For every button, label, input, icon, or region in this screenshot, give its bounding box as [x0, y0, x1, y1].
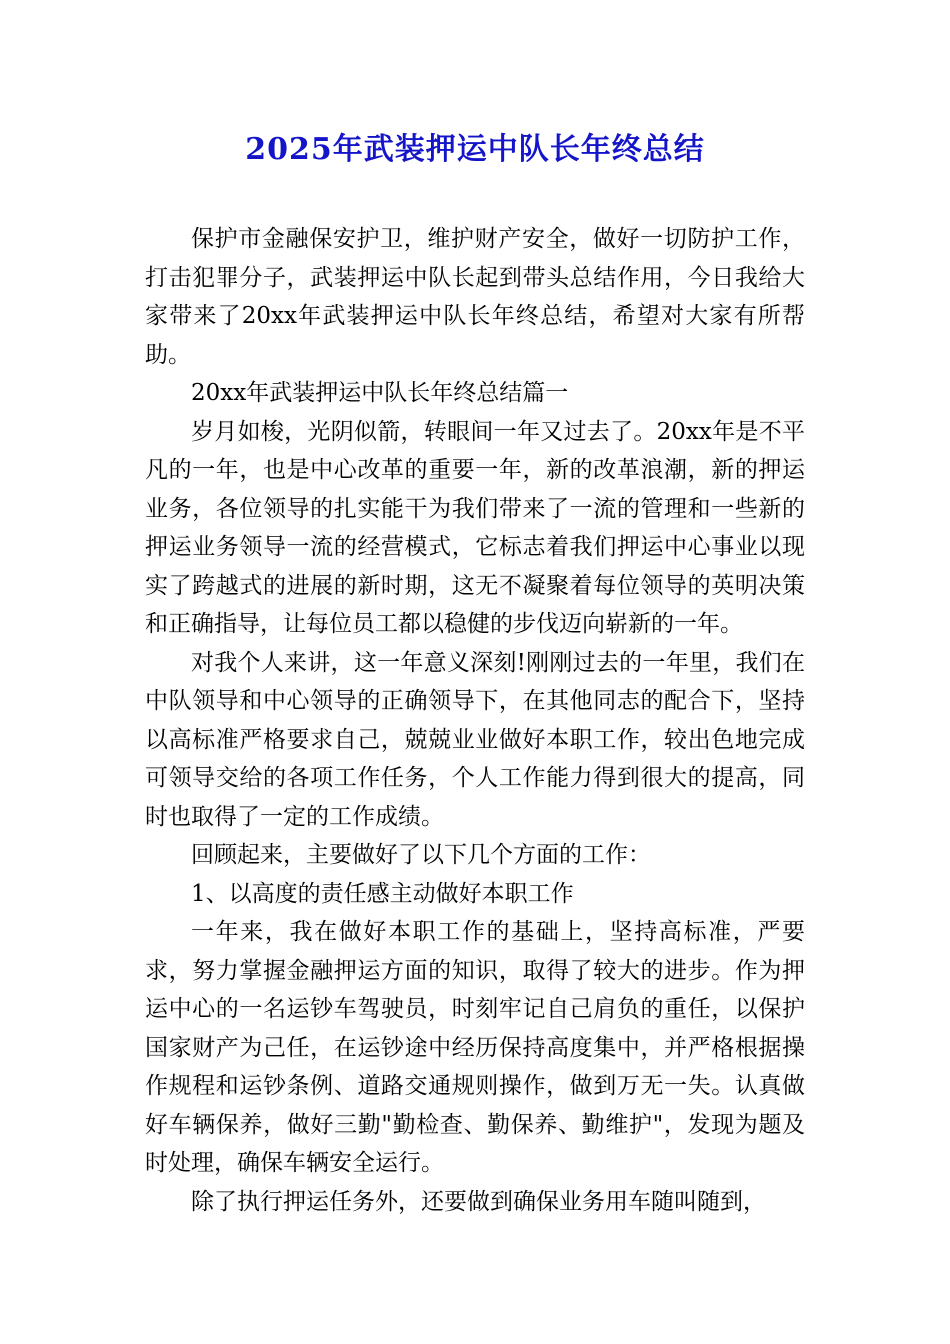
paragraph: 岁月如梭，光阴似箭，转眼间一年又过去了。20xx年是不平凡的一年，也是中心改革的重要一年，新的改革浪潮，新的押运业务，各位领导的扎实能干为我们带来了一流的管理和一些新的押运业务领导一流的经营模式，它标志着我们押运中心事业以现实了跨越式的进展的新时期，这无不凝聚着每位领导的英明决策和正确指导，让每位员工都以稳健的步伐迈向崭新的一年。 — [145, 418, 805, 637]
section-heading: 20xx年武装押运中队长年终总结篇一 — [191, 380, 569, 406]
paragraph: 一年来，我在做好本职工作的基础上，坚持高标准，严要求，努力掌握金融押运方面的知识，取得了较大的进步。作为押运中心的一名运钞车驾驶员，时刻牢记自己肩负的重任，以保护国家财产为己任，在运钞途中经历保持高度集中，并严格根据操作规程和运钞条例、道路交通规则操作，做到万无一失。认真做好车辆保养，做好三勤"勤检查、勤保养、勤维护"，发现为题及时处理，确保车辆安全运行。 — [145, 919, 805, 1176]
document-body — [145, 220, 805, 1221]
paragraph: 除了执行押运任务外，还要做到确保业务用车随叫随到， — [191, 1188, 766, 1215]
paragraph: 回顾起来，主要做好了以下几个方面的工作： — [191, 842, 651, 868]
document-title: 2025年武装押运中队长年终总结 — [245, 132, 705, 167]
paragraph: 对我个人来讲，这一年意义深刻!刚刚过去的一年里，我们在中队领导和中心领导的正确领导下，在其他同志的配合下，坚持以高标准严格要求自己，兢兢业业做好本职工作，较出色地完成可领导交给的各项工作任务，个人工作能力得到很大的提高，同时也取得了一定的工作成绩。 — [145, 649, 805, 830]
subheading: 1、以高度的责任感主动做好本职工作 — [191, 880, 574, 907]
paragraph-intro: 保护市金融保安护卫，维护财产安全，做好一切防护工作，打击犯罪分子，武装押运中队长起到带头总结作用，今日我给大家带来了20xx年武装押运中队长年终总结，希望对大家有所帮助。 — [145, 226, 805, 368]
